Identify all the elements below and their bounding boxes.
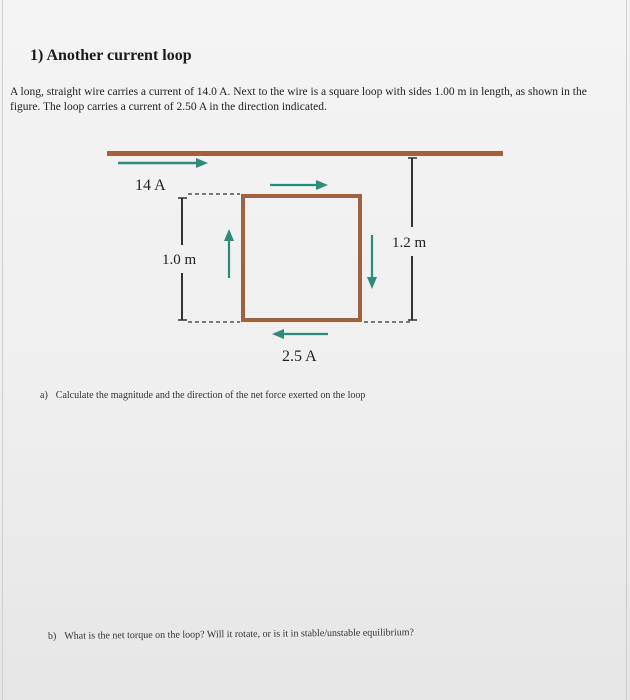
- question-b-letter: b): [47, 630, 57, 642]
- loop-current-label: 2.5 A: [282, 348, 317, 365]
- wire-current-arrow-icon: [118, 158, 208, 168]
- right-current-arrow-icon: [367, 235, 377, 289]
- straight-wire: [107, 151, 503, 156]
- bottom-current-arrow-icon: [272, 329, 328, 339]
- question-a-text: Calculate the magnitude and the direction of the net force exerted on the loop: [55, 390, 366, 401]
- problem-statement: A long, straight wire carries a current of 14.0 A. Next to the wire is a square loop with sides 1.00 m in length, as shown in the figure. The loop carries a current of 2.50 A in the direction indicated.: [10, 86, 587, 113]
- question-a-letter: a): [40, 390, 48, 401]
- left-distance-label: 1.0 m: [162, 252, 197, 268]
- left-current-arrow-icon: [224, 229, 234, 278]
- question-b-text: What is the net torque on the loop? Will it rotate, or is it in stable/unstable equilibrium?: [64, 627, 415, 642]
- problem-title: 1) Another current loop: [30, 47, 192, 64]
- right-distance-label: 1.2 m: [392, 235, 427, 251]
- question-a: [40, 390, 365, 401]
- wire-current-label: 14 A: [135, 177, 166, 194]
- square-loop: [243, 196, 360, 320]
- top-current-arrow-icon: [270, 180, 328, 190]
